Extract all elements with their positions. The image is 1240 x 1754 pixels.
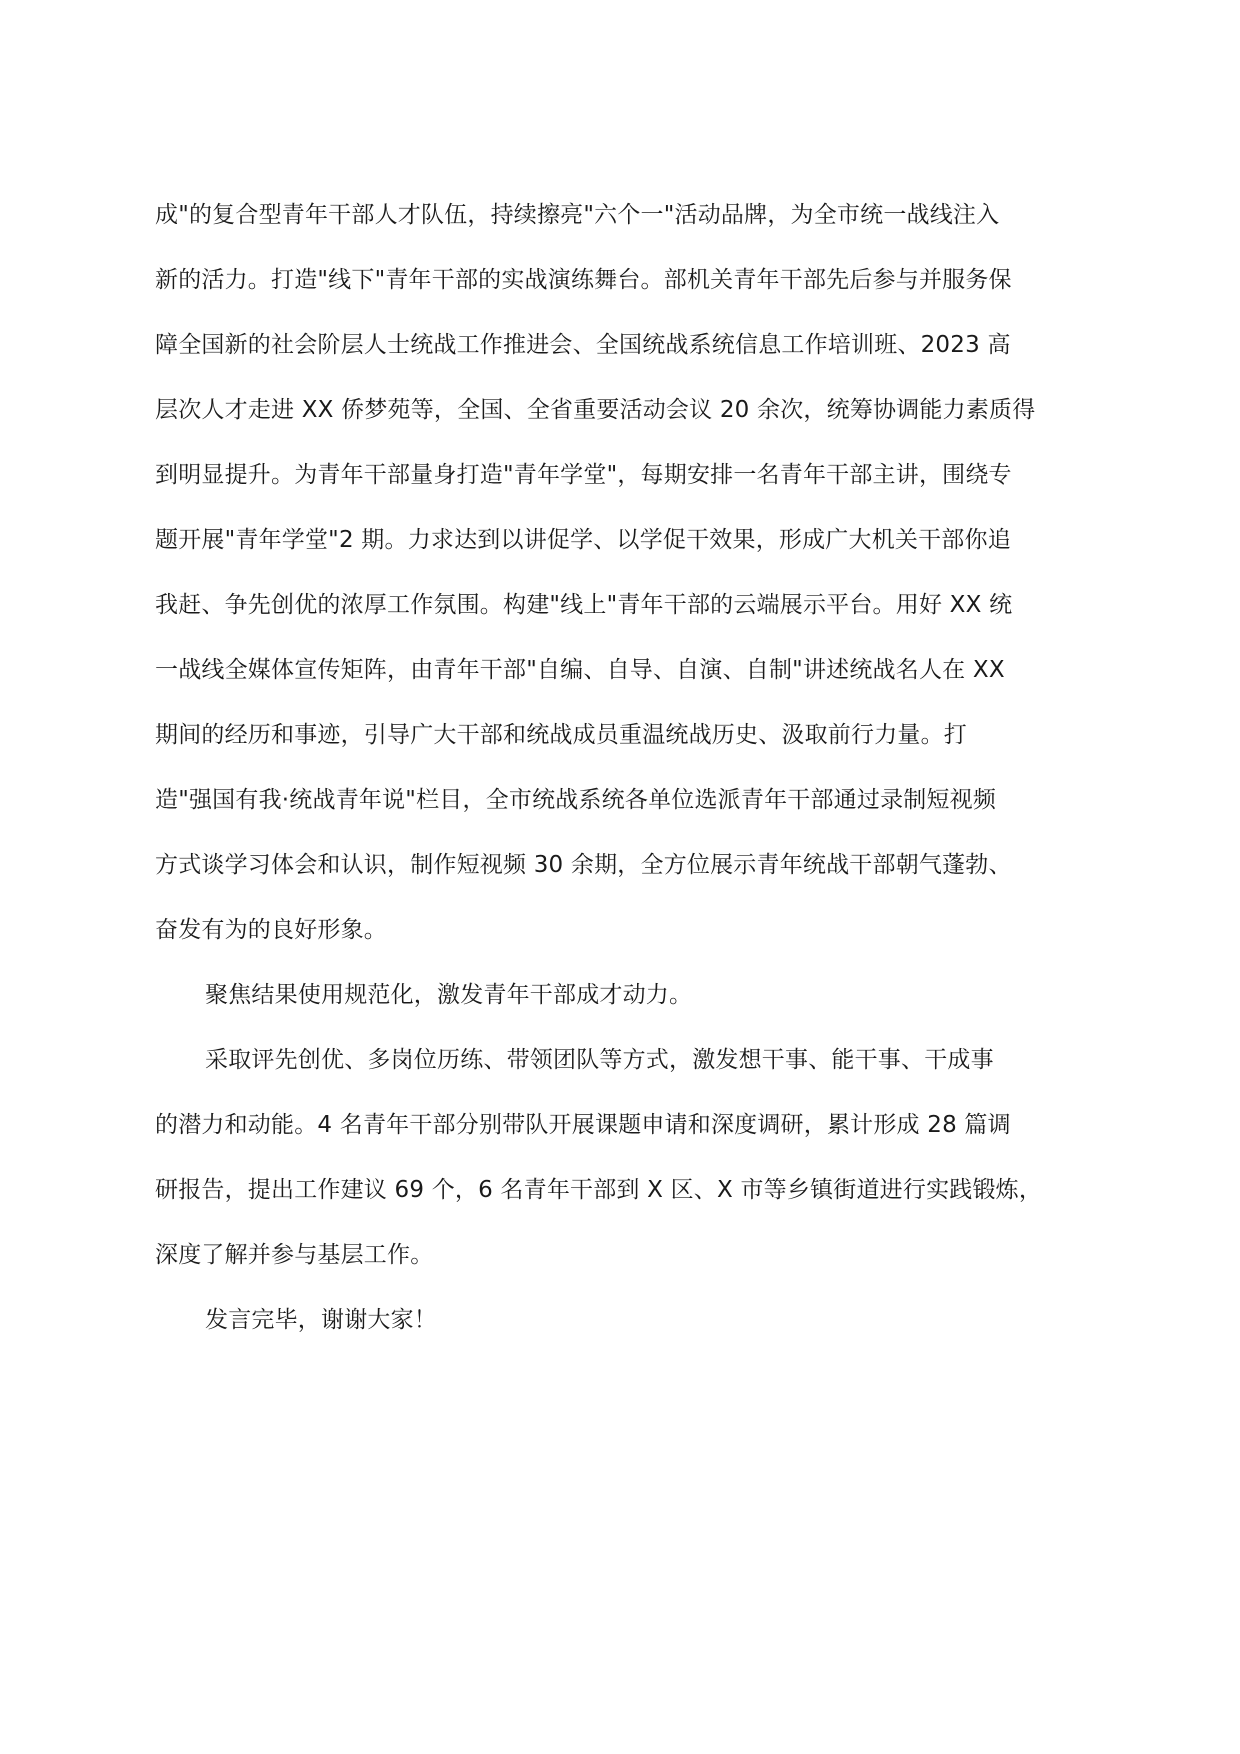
body-text-line: 深度了解并参与基层工作。 (155, 1242, 434, 1268)
body-text-line: 到明显提升。为青年干部量身打造"青年学堂"，每期安排一名青年干部主讲，围绕专 (155, 462, 1012, 488)
body-text-line: 新的活力。打造"线下"青年干部的实战演练舞台。部机关青年干部先后参与并服务保 (155, 267, 1012, 293)
body-text-line: 研报告，提出工作建议 69 个，6 名青年干部到 X 区、X 市等乡镇街道进行实践锻炼， (155, 1177, 1043, 1203)
body-text-line: 题开展"青年学堂"2 期。力求达到以讲促学、以学促干效果，形成广大机关干部你追 (155, 527, 1011, 553)
body-text-line: 障全国新的社会阶层人士统战工作推进会、全国统战系统信息工作培训班、2023 高 (155, 332, 1011, 358)
body-text-line: 成"的复合型青年干部人才队伍，持续擦亮"六个一"活动品牌，为全市统一战线注入 (155, 202, 1000, 228)
body-text-line: 方式谈学习体会和认识，制作短视频 30 余期，全方位展示青年统战干部朝气蓬勃、 (155, 852, 1012, 878)
body-text-line: 我赶、争先创优的浓厚工作氛围。构建"线上"青年干部的云端展示平台。用好 XX 统 (155, 592, 1013, 618)
body-text-line: 一战线全媒体宣传矩阵，由青年干部"自编、自导、自演、自制"讲述统战名人在 XX (155, 657, 1005, 683)
section-heading: 聚焦结果使用规范化，激发青年干部成才动力。 (205, 982, 693, 1008)
body-text-line: 层次人才走进 XX 侨梦苑等，全国、全省重要活动会议 20 余次，统筹协调能力素质得 (155, 397, 1036, 423)
body-text-line: 期间的经历和事迹，引导广大干部和统战成员重温统战历史、汲取前行力量。打 (155, 722, 967, 748)
body-text-line: 采取评先创优、多岗位历练、带领团队等方式，激发想干事、能干事、干成事 (205, 1047, 994, 1073)
body-text-line: 的潜力和动能。4 名青年干部分别带队开展课题申请和深度调研，累计形成 28 篇调 (155, 1112, 1011, 1138)
body-text-line: 奋发有为的良好形象。 (155, 917, 387, 943)
closing-line: 发言完毕，谢谢大家！ (205, 1307, 437, 1333)
body-text-line: 造"强国有我·统战青年说"栏目，全市统战系统各单位选派青年干部通过录制短视频 (155, 787, 997, 813)
